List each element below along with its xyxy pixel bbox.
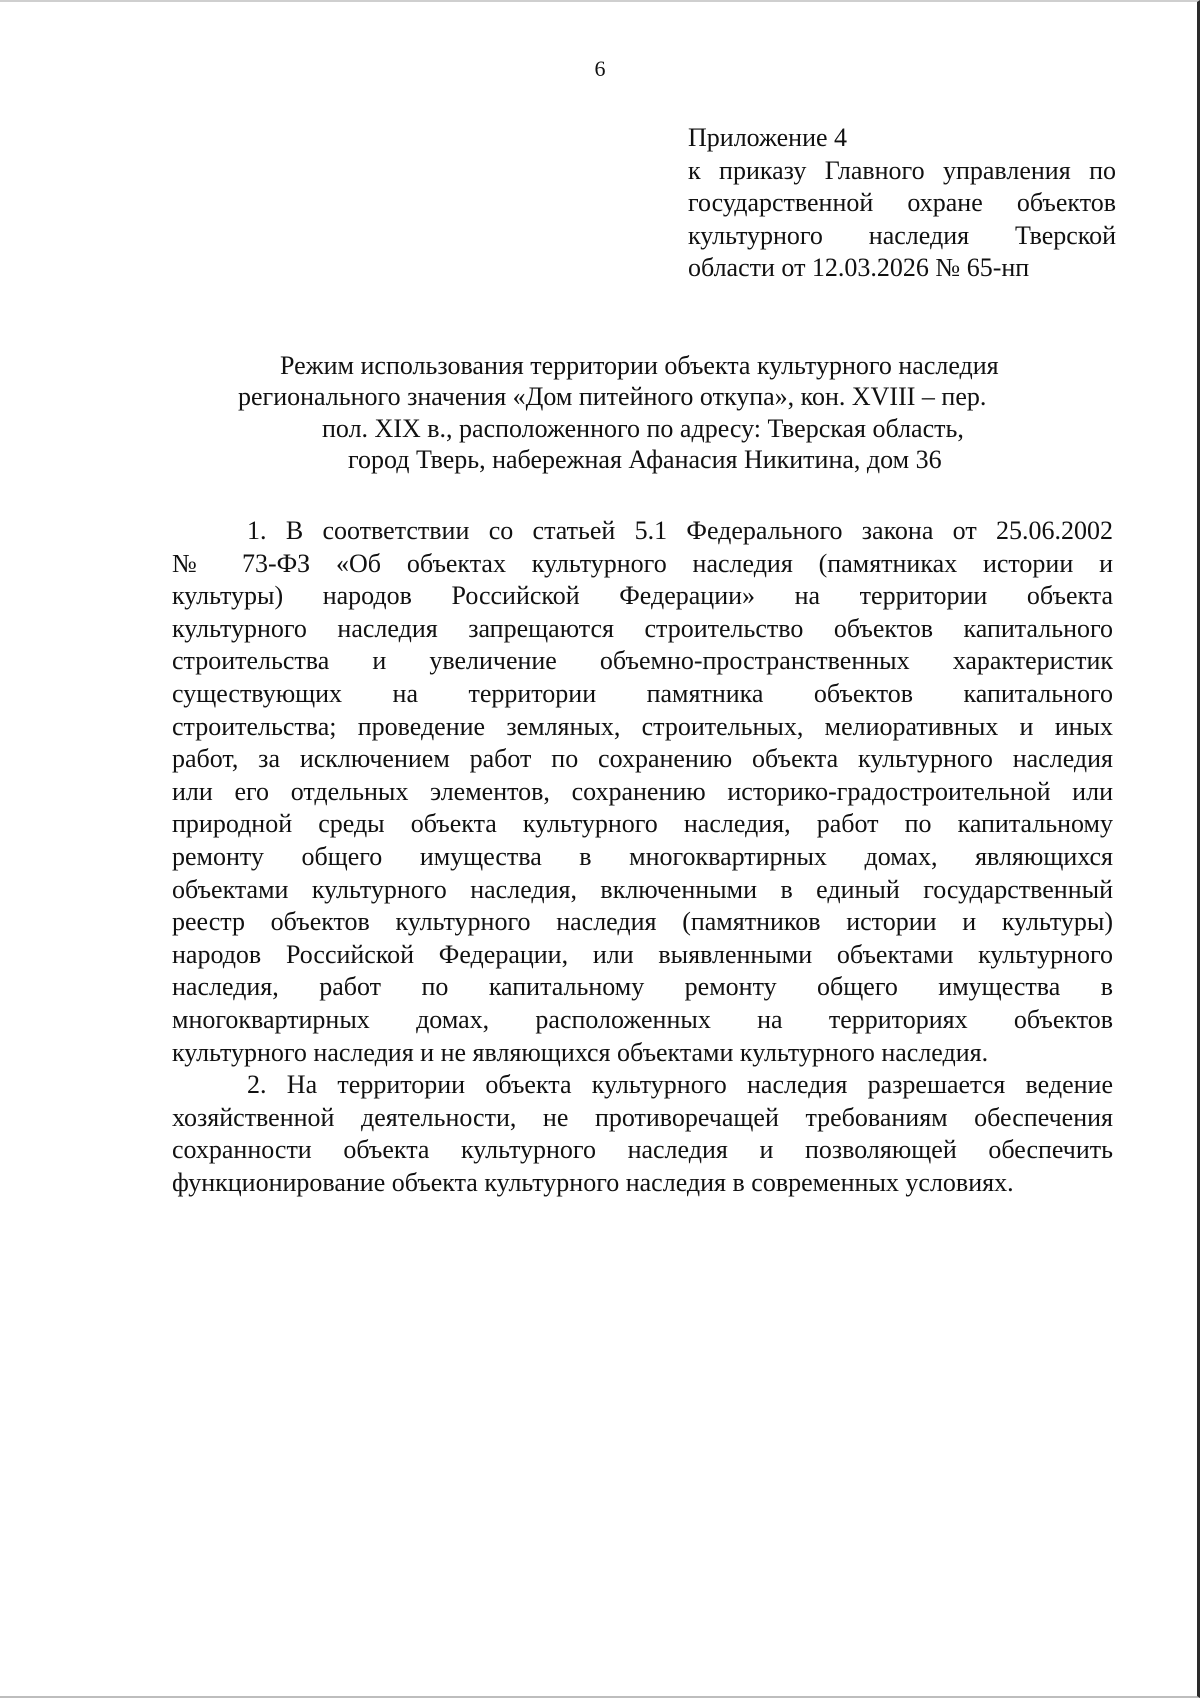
document-body (172, 515, 1113, 1199)
title-line: город Тверь, набережная Афанасия Никитина, дом 36 (348, 444, 942, 474)
paragraph-1 (172, 515, 1113, 1069)
text-line: или его отдельных элементов, сохранению историко-градостроительной или (172, 776, 1113, 806)
appendix-line: государственной охране объектов (688, 188, 1116, 218)
title-line: Режим использования территории объекта культурного наследия (280, 351, 999, 380)
text-line: строительства и увеличение объемно-пространственных характеристик (172, 646, 1113, 676)
text-line: культурного наследия запрещаются строительство объектов капитального (172, 613, 1113, 643)
appendix-line: Приложение 4 (688, 123, 848, 152)
appendix-header (688, 122, 1116, 285)
page-number: 6 (594, 56, 606, 81)
text-line: строительства; проведение земляных, строительных, мелиоративных и иных (172, 711, 1113, 741)
text-line: функционирование объекта культурного наследия в современных условиях. (172, 1167, 1014, 1197)
document-title (0, 350, 1200, 475)
text-line: хозяйственной деятельности, не противоречащей требованиям обеспечения (172, 1102, 1113, 1132)
appendix-line: к приказу Главного управления по (688, 155, 1116, 185)
text-line: существующих на территории памятника объектов капитального (172, 678, 1113, 708)
title-line: пол. XIX в., расположенного по адресу: Тверская область, (322, 413, 964, 443)
text-line: культурного наследия и не являющихся объектами культурного наследия. (172, 1037, 989, 1067)
text-line: 1. В соответствии со статьей 5.1 Федерального закона от 25.06.2002 (247, 516, 1113, 545)
text-line: объектами культурного наследия, включенными в единый государственный (172, 874, 1113, 904)
appendix-line: области от 12.03.2026 № 65-нп (688, 253, 1030, 283)
text-line: многоквартирных домах, расположенных на территориях объектов (172, 1004, 1113, 1034)
title-line: регионального значения «Дом питейного откупа», кон. XVIII – пер. (238, 382, 987, 412)
appendix-line: культурного наследия Тверской (688, 220, 1116, 250)
text-line: ремонту общего имущества в многоквартирных домах, являющихся (172, 841, 1113, 871)
text-line: народов Российской Федерации, или выявленными объектами культурного (172, 939, 1113, 969)
text-line: сохранности объекта культурного наследия и позволяющей обеспечить (172, 1135, 1113, 1165)
text-line: 2. На территории объекта культурного наследия разрешается ведение (247, 1070, 1113, 1100)
text-line: наследия, работ по капитальному ремонту общего имущества в (172, 972, 1113, 1002)
text-line: природной среды объекта культурного наследия, работ по капитальному (172, 809, 1113, 839)
text-line: работ, за исключением работ по сохранению объекта культурного наследия (172, 744, 1113, 774)
text-line: реестр объектов культурного наследия (памятников истории и культуры) (172, 907, 1113, 937)
paragraph-2 (172, 1069, 1113, 1199)
text-line: № 73-ФЗ «Об объектах культурного наследия (памятниках истории и (172, 548, 1113, 578)
text-line: культуры) народов Российской Федерации» на территории объекта (172, 581, 1113, 611)
